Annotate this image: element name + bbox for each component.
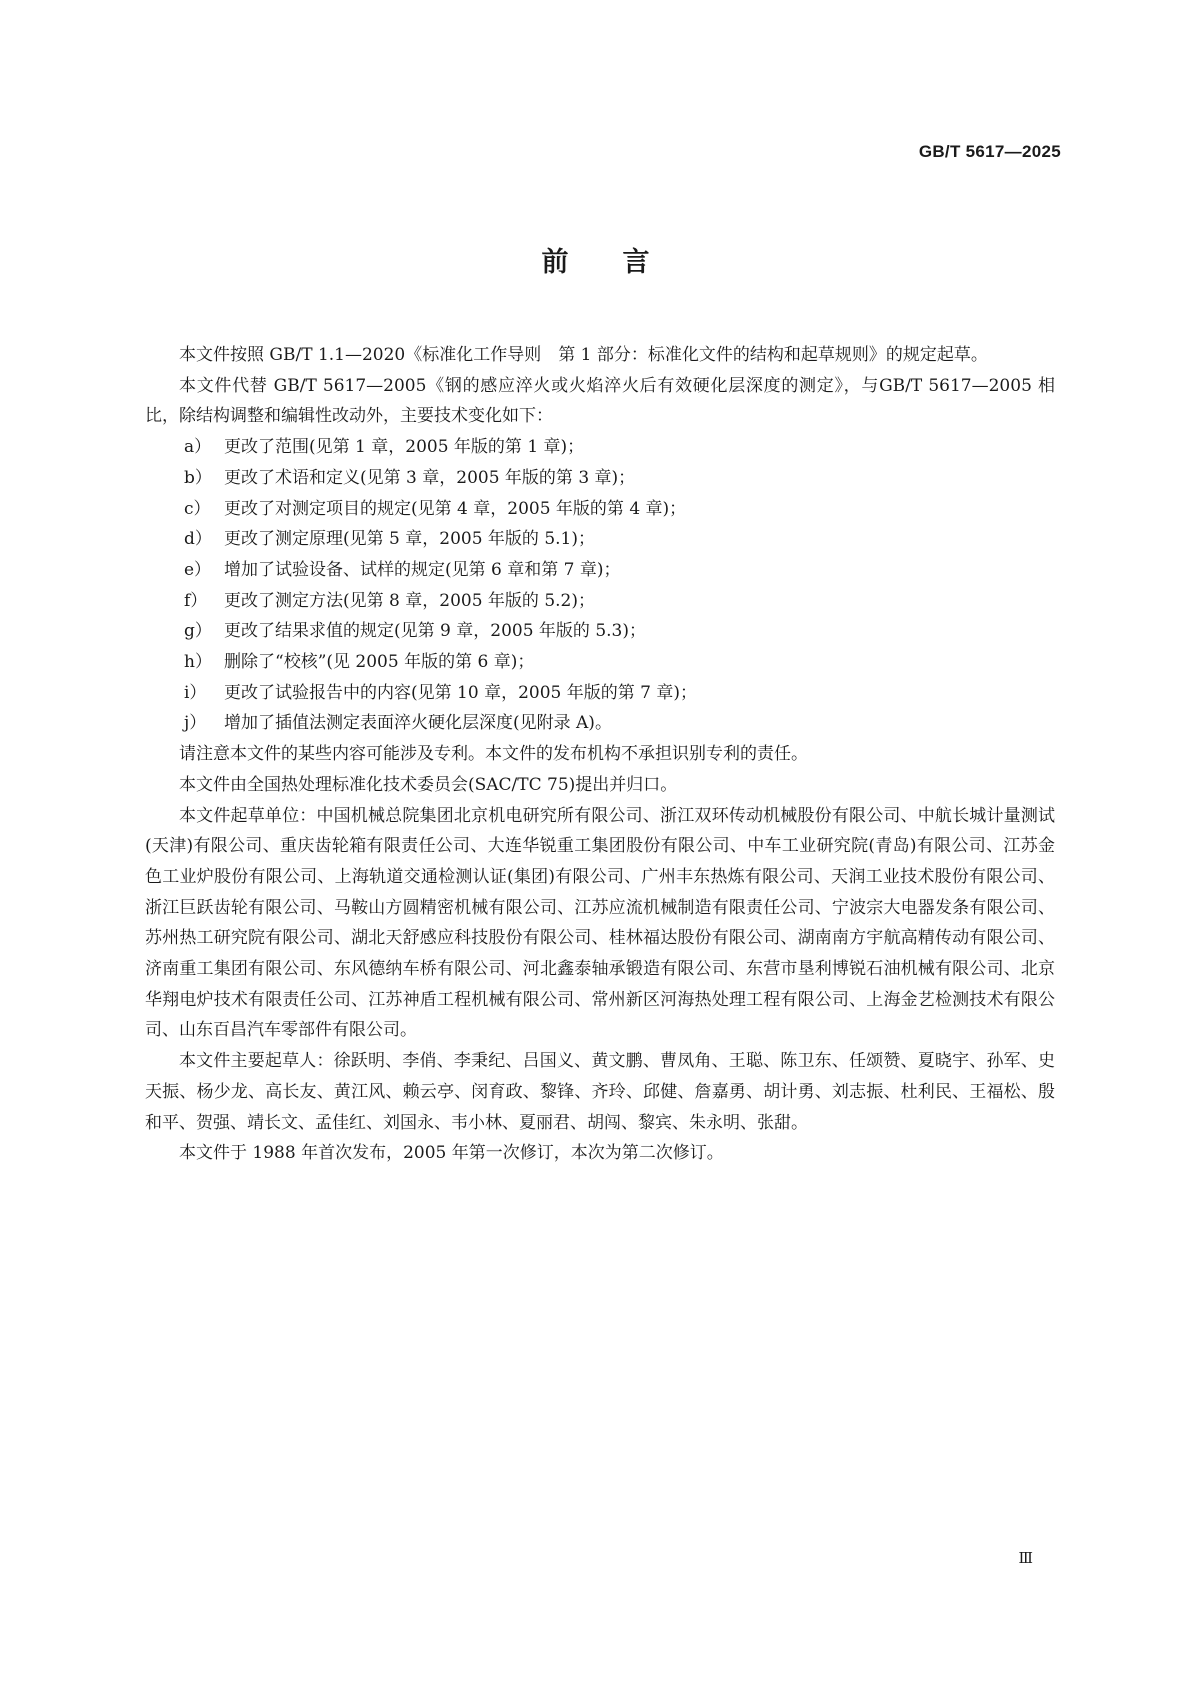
title-char-1: 前 [541,247,569,278]
list-item-text: 删除了“校核”(见 2005 年版的第 6 章)； [224,652,535,673]
paragraph-history: 本文件于 1988 年首次发布，2005 年第一次修订，本次为第二次修订。 [179,1143,724,1164]
paragraph-drafting-rules: 本文件按照 GB/T 1.1—2020《标准化工作导则 第 1 部分：标准化文件的结构和起草规则》的规定起草。 [179,345,988,365]
list-item-text: 更改了结果求值的规定(见第 9 章，2005 年版的 5.3)； [224,621,646,642]
list-item [145,494,1055,525]
paragraph-patent-notice: 请注意本文件的某些内容可能涉及专利。本文件的发布机构不承担识别专利的责任。 [179,744,808,765]
list-marker: i） [184,682,207,703]
list-item [145,463,1055,494]
standard-number: GB/T 5617—2025 [918,142,1061,161]
title-char-2: 言 [622,247,650,278]
list-item-text: 更改了范围(见第 1 章，2005 年版的第 1 章)； [224,437,585,458]
paragraph-proposer: 本文件由全国热处理标准化技术委员会(SAC/TC 75)提出并归口。 [179,774,678,795]
list-item [145,678,1055,709]
list-item [145,432,1055,463]
paragraph-replacement: 本文件代替 GB/T 5617—2005《钢的感应淬火或火焰淬火后有效硬化层深度的测定》，与GB/T 5617—2005 相比，除结构调整和编辑性改动外，主要技术变化如下： [145,375,1055,427]
list-marker: a） [184,437,212,458]
list-marker: j） [184,713,207,734]
list-item [145,555,1055,586]
list-marker: b） [184,467,212,488]
list-item-text: 更改了术语和定义(见第 3 章，2005 年版的第 3 章)； [224,467,636,488]
list-item-text: 更改了试验报告中的内容(见第 10 章，2005 年版的第 7 章)； [224,682,697,703]
list-item [145,586,1055,617]
list-item [145,708,1055,739]
list-item-text: 更改了测定原理(见第 5 章，2005 年版的 5.1)； [224,529,595,550]
list-item [145,647,1055,678]
list-item [145,616,1055,647]
page-title [0,240,1191,279]
paragraph-drafters: 本文件主要起草人：徐跃明、李俏、李秉纪、吕国义、黄文鹏、曹凤角、王聪、陈卫东、任颂赞、夏晓宇、孙军、史天振、杨少龙、高长友、黄江风、赖云亭、闵育政、黎锋、齐玲、邱健、詹嘉勇、胡计勇、刘志振、杜利民、王福松、殷和平、贺强、靖长文、孟佳红、刘国永、韦小林、夏丽君、胡闯、黎宾、朱永明、张甜。 [145,1051,1055,1133]
list-item-text: 增加了插值法测定表面淬火硬化层深度(见附录 A)。 [224,713,612,734]
list-marker: e） [184,559,212,580]
list-marker: h） [184,652,212,673]
list-item-text: 增加了试验设备、试样的规定(见第 6 章和第 7 章)； [224,559,621,580]
list-item [145,524,1055,555]
list-marker: g） [184,621,212,642]
foreword-body [145,340,1055,1169]
page-number: Ⅲ [1018,1549,1033,1567]
list-marker: d） [184,529,212,550]
list-item-text: 更改了对测定项目的规定(见第 4 章，2005 年版的第 4 章)； [224,498,687,519]
changes-list [145,432,1055,739]
list-item-text: 更改了测定方法(见第 8 章，2005 年版的 5.2)； [224,590,595,611]
list-marker: f） [184,590,208,611]
paragraph-drafting-units: 本文件起草单位：中国机械总院集团北京机电研究所有限公司、浙江双环传动机械股份有限公司、中航长城计量测试(天津)有限公司、重庆齿轮箱有限责任公司、大连华锐重工集团股份有限公司、中车工业研究院(青岛)有限公司、江苏金色工业炉股份有限公司、上海轨道交通检测认证(集团)有限公司、广州丰东热炼有限公司、天润工业技术股份有限公司、浙江巨跃齿轮有限公司、马鞍山方圆精密机械有限公司、江苏应流机械制造有限责任公司、宁波宗大电器发条有限公司、苏州热工研究院有限公司、湖北天舒感应科技股份有限公司、桂林福达股份有限公司、湖南南方宇航高精传动有限公司、济南重工集团有限公司、东风德纳车桥有限公司、河北鑫泰轴承锻造有限公司、东营市垦利博锐石油机械有限公司、北京华翔电炉技术有限责任公司、江苏神盾工程机械有限公司、常州新区河海热处理工程有限公司、上海金艺检测技术有限公司、山东百昌汽车零部件有限公司。 [145,805,1055,1041]
list-marker: c） [184,498,211,519]
